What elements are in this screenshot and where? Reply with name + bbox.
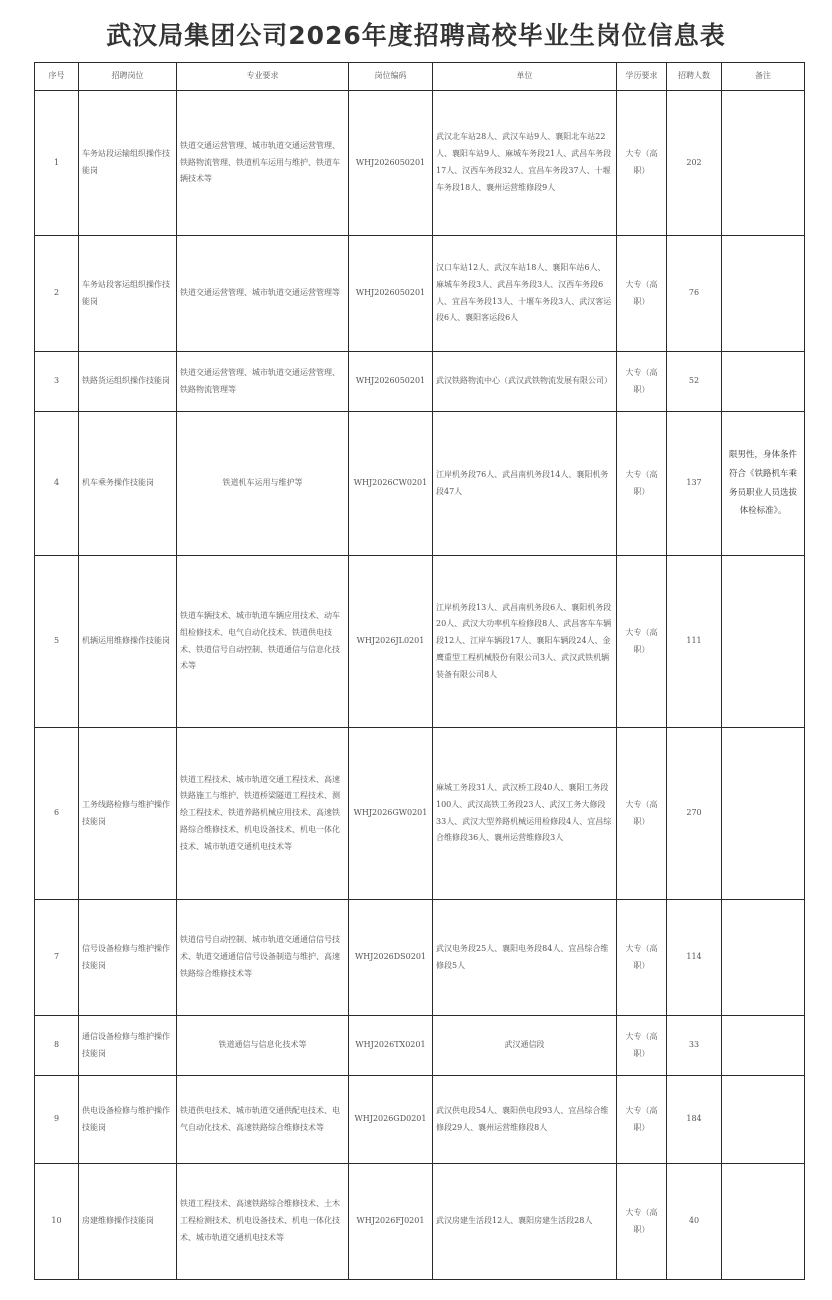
cell-unit: 江岸机务段76人、武昌南机务段14人、襄阳机务段47人 bbox=[433, 412, 617, 556]
cell-major: 铁道信号自动控制、城市轨道交通通信信号技术、轨道交通通信信号设备制造与维护、高速铁路综合维修技术等 bbox=[177, 900, 349, 1016]
cell-position: 车务站段客运组织操作技能岗 bbox=[79, 236, 177, 352]
table-row bbox=[35, 556, 805, 728]
cell-count: 137 bbox=[667, 412, 722, 556]
header-position: 招聘岗位 bbox=[79, 63, 177, 91]
cell-code: WHJ2026TX0201 bbox=[349, 1016, 433, 1076]
cell-no: 1 bbox=[35, 91, 79, 236]
cell-major: 铁道机车运用与维护等 bbox=[177, 412, 349, 556]
cell-remark bbox=[722, 1076, 805, 1164]
cell-position: 铁路货运组织操作技能岗 bbox=[79, 352, 177, 412]
cell-code: WHJ2026FJ0201 bbox=[349, 1164, 433, 1280]
cell-count: 270 bbox=[667, 728, 722, 900]
cell-education: 大专（高职） bbox=[617, 1076, 667, 1164]
cell-major: 铁道交通运营管理、城市轨道交通运营管理等 bbox=[177, 236, 349, 352]
cell-code: WHJ2026050201 bbox=[349, 236, 433, 352]
cell-count: 184 bbox=[667, 1076, 722, 1164]
table-row bbox=[35, 900, 805, 1016]
cell-remark bbox=[722, 1164, 805, 1280]
cell-position: 工务线路检修与维护操作技能岗 bbox=[79, 728, 177, 900]
table-row bbox=[35, 352, 805, 412]
cell-count: 76 bbox=[667, 236, 722, 352]
cell-unit: 武汉供电段54人、襄阳供电段93人、宜昌综合维修段29人、襄州运营维修段8人 bbox=[433, 1076, 617, 1164]
cell-major: 铁道通信与信息化技术等 bbox=[177, 1016, 349, 1076]
cell-no: 9 bbox=[35, 1076, 79, 1164]
cell-code: WHJ2026050201 bbox=[349, 91, 433, 236]
cell-count: 33 bbox=[667, 1016, 722, 1076]
cell-major: 铁道车辆技术、城市轨道车辆应用技术、动车组检修技术、电气自动化技术、铁道供电技术、铁道信号自动控制、铁道通信与信息化技术等 bbox=[177, 556, 349, 728]
cell-count: 111 bbox=[667, 556, 722, 728]
cell-position: 机车乘务操作技能岗 bbox=[79, 412, 177, 556]
cell-no: 4 bbox=[35, 412, 79, 556]
cell-count: 202 bbox=[667, 91, 722, 236]
job-info-table bbox=[34, 62, 805, 1280]
cell-unit: 武汉铁路物流中心（武汉武铁物流发展有限公司） bbox=[433, 352, 617, 412]
cell-education: 大专（高职） bbox=[617, 556, 667, 728]
cell-no: 2 bbox=[35, 236, 79, 352]
cell-no: 5 bbox=[35, 556, 79, 728]
header-education: 学历要求 bbox=[617, 63, 667, 91]
cell-count: 52 bbox=[667, 352, 722, 412]
cell-no: 6 bbox=[35, 728, 79, 900]
cell-remark: 限男性，身体条件符合《铁路机车乘务员职业人员选拔体检标准》。 bbox=[722, 412, 805, 556]
table-row bbox=[35, 728, 805, 900]
cell-remark bbox=[722, 728, 805, 900]
cell-education: 大专（高职） bbox=[617, 236, 667, 352]
cell-no: 8 bbox=[35, 1016, 79, 1076]
cell-education: 大专（高职） bbox=[617, 1016, 667, 1076]
cell-code: WHJ2026CW0201 bbox=[349, 412, 433, 556]
cell-education: 大专（高职） bbox=[617, 728, 667, 900]
cell-education: 大专（高职） bbox=[617, 352, 667, 412]
cell-unit: 武汉通信段 bbox=[433, 1016, 617, 1076]
cell-position: 信号设备检修与维护操作技能岗 bbox=[79, 900, 177, 1016]
table-row bbox=[35, 236, 805, 352]
cell-unit: 武汉电务段25人、襄阳电务段84人、宜昌综合维修段5人 bbox=[433, 900, 617, 1016]
cell-unit: 武汉房建生活段12人、襄阳房建生活段28人 bbox=[433, 1164, 617, 1280]
cell-major: 铁道交通运营管理、城市轨道交通运营管理、铁路物流管理等 bbox=[177, 352, 349, 412]
cell-position: 供电设备检修与维护操作技能岗 bbox=[79, 1076, 177, 1164]
cell-major: 铁道供电技术、城市轨道交通供配电技术、电气自动化技术、高速铁路综合维修技术等 bbox=[177, 1076, 349, 1164]
header-no: 序号 bbox=[35, 63, 79, 91]
table-row bbox=[35, 1016, 805, 1076]
cell-code: WHJ2026GD0201 bbox=[349, 1076, 433, 1164]
cell-remark bbox=[722, 1016, 805, 1076]
cell-position: 机辆运用维修操作技能岗 bbox=[79, 556, 177, 728]
cell-code: WHJ2026DS0201 bbox=[349, 900, 433, 1016]
table-row bbox=[35, 1164, 805, 1280]
cell-count: 114 bbox=[667, 900, 722, 1016]
cell-major: 铁道工程技术、高速铁路综合维修技术、土木工程检测技术、机电设备技术、机电一体化技术、城市轨道交通机电技术等 bbox=[177, 1164, 349, 1280]
cell-count: 40 bbox=[667, 1164, 722, 1280]
header-major: 专业要求 bbox=[177, 63, 349, 91]
cell-major: 铁道交通运营管理、城市轨道交通运营管理、铁路物流管理、铁道机车运用与维护、铁道车辆技术等 bbox=[177, 91, 349, 236]
cell-no: 7 bbox=[35, 900, 79, 1016]
cell-major: 铁道工程技术、城市轨道交通工程技术、高速铁路施工与维护、铁道桥梁隧道工程技术、测绘工程技术、铁道养路机械应用技术、高速铁路综合维修技术、机电设备技术、机电一体化技术、城市轨道交通机电技术等 bbox=[177, 728, 349, 900]
cell-education: 大专（高职） bbox=[617, 412, 667, 556]
cell-unit: 江岸机务段13人、武昌南机务段6人、襄阳机务段20人、武汉大功率机车检修段8人、武昌客车车辆段12人、江岸车辆段17人、襄阳车辆段24人、金鹰重型工程机械股份有限公司3人、武汉武铁机辆装备有限公司8人 bbox=[433, 556, 617, 728]
cell-no: 10 bbox=[35, 1164, 79, 1280]
cell-remark bbox=[722, 236, 805, 352]
header-unit: 单位 bbox=[433, 63, 617, 91]
cell-position: 车务站段运输组织操作技能岗 bbox=[79, 91, 177, 236]
table-row bbox=[35, 1076, 805, 1164]
table-row bbox=[35, 91, 805, 236]
cell-remark bbox=[722, 91, 805, 236]
cell-code: WHJ2026GW0201 bbox=[349, 728, 433, 900]
table-header-row bbox=[35, 63, 805, 91]
document-title: 武汉局集团公司2026年度招聘高校毕业生岗位信息表 bbox=[106, 21, 726, 50]
cell-education: 大专（高职） bbox=[617, 91, 667, 236]
cell-unit: 武汉北车站28人、武汉车站9人、襄阳北车站22人、襄阳车站9人、麻城车务段21人、武昌车务段17人、汉西车务段32人、宜昌车务段37人、十堰车务段18人、襄州运营维修段9人 bbox=[433, 91, 617, 236]
header-code: 岗位编码 bbox=[349, 63, 433, 91]
table-row bbox=[35, 412, 805, 556]
cell-code: WHJ2026JL0201 bbox=[349, 556, 433, 728]
header-count: 招聘人数 bbox=[667, 63, 722, 91]
cell-remark bbox=[722, 352, 805, 412]
cell-unit: 麻城工务段31人、武汉桥工段40人、襄阳工务段100人、武汉高铁工务段23人、武汉工务大修段33人、武汉大型养路机械运用检修段4人、宜昌综合维修段36人、襄州运营维修段3人 bbox=[433, 728, 617, 900]
cell-no: 3 bbox=[35, 352, 79, 412]
cell-position: 通信设备检修与维护操作技能岗 bbox=[79, 1016, 177, 1076]
cell-code: WHJ2026050201 bbox=[349, 352, 433, 412]
cell-remark bbox=[722, 556, 805, 728]
cell-unit: 汉口车站12人、武汉车站18人、襄阳车站6人、麻城车务段3人、武昌车务段3人、汉西车务段6人、宜昌车务段13人、十堰车务段3人、武汉客运段6人、襄阳客运段6人 bbox=[433, 236, 617, 352]
cell-education: 大专（高职） bbox=[617, 900, 667, 1016]
cell-remark bbox=[722, 900, 805, 1016]
cell-education: 大专（高职） bbox=[617, 1164, 667, 1280]
header-remark: 备注 bbox=[722, 63, 805, 91]
cell-position: 房建维修操作技能岗 bbox=[79, 1164, 177, 1280]
